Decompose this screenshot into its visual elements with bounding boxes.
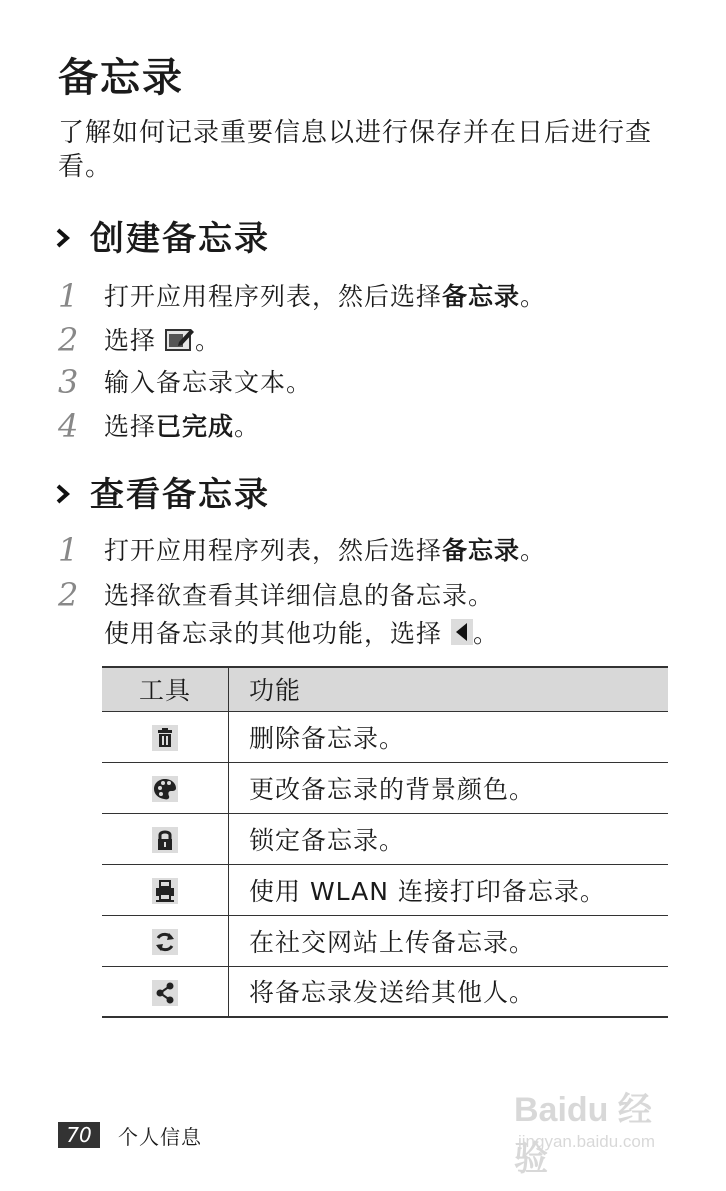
function-text: 锁定备忘录。 (229, 813, 669, 864)
function-text: 更改备忘录的背景颜色。 (229, 762, 669, 813)
watermark-logo: Baidu 经验 (514, 1091, 652, 1178)
function-text: 删除备忘录。 (229, 711, 669, 762)
chevron-right-icon (56, 484, 70, 504)
section-title-label: 查看备忘录 (90, 475, 270, 515)
function-text: 将备忘录发送给其他人。 (229, 966, 669, 1017)
step-text: 打开应用程序列表，然后选择备忘录。 (104, 536, 547, 565)
tools-table (102, 666, 668, 1018)
table-header-row (102, 667, 668, 711)
table-row (102, 915, 668, 966)
section-title-view (56, 472, 270, 518)
chevron-right-icon (56, 228, 70, 248)
baidu-watermark (514, 1082, 684, 1178)
table-row (102, 813, 668, 864)
watermark-url: jingyan.baidu.com (518, 1132, 656, 1151)
section-title-create (56, 216, 270, 262)
page-title: 备忘录 (58, 55, 184, 101)
table-row (102, 762, 668, 813)
function-text: 使用 WLAN 连接打印备忘录。 (229, 864, 669, 915)
function-text: 在社交网站上传备忘录。 (229, 915, 669, 966)
step-text: 使用备忘录的其他功能，选择 。 (104, 619, 499, 648)
section-title-label: 创建备忘录 (90, 219, 270, 259)
table-row (102, 966, 668, 1017)
step-text: 选择 。 (104, 326, 221, 355)
step-text: 选择欲查看其详细信息的备忘录。 (104, 581, 495, 610)
palette-icon (152, 776, 178, 802)
step-text: 选择已完成。 (104, 412, 261, 441)
step-number: 4 (58, 407, 79, 445)
step-number: 1 (58, 531, 79, 569)
printer-icon (152, 878, 178, 904)
table-row (102, 864, 668, 915)
header-function: 功能 (229, 667, 669, 711)
step-number: 2 (58, 321, 79, 359)
sync-icon (152, 929, 178, 955)
trash-icon (152, 725, 178, 751)
step-number: 3 (58, 363, 79, 401)
step-number: 1 (58, 277, 79, 315)
share-icon (152, 980, 178, 1006)
compose-icon (165, 326, 195, 352)
lock-icon (152, 827, 178, 853)
step-text: 输入备忘录文本。 (104, 368, 313, 397)
triangle-left-icon (451, 619, 473, 645)
step-number: 2 (58, 576, 79, 614)
page-number: 70 (58, 1122, 100, 1148)
table-row (102, 711, 668, 762)
step-text: 打开应用程序列表，然后选择备忘录。 (104, 282, 547, 311)
header-tool: 工具 (102, 667, 229, 711)
footer-section-label: 个人信息 (118, 1125, 202, 1149)
intro-text: 了解如何记录重要信息以进行保存并在日后进行查看。 (58, 118, 653, 182)
